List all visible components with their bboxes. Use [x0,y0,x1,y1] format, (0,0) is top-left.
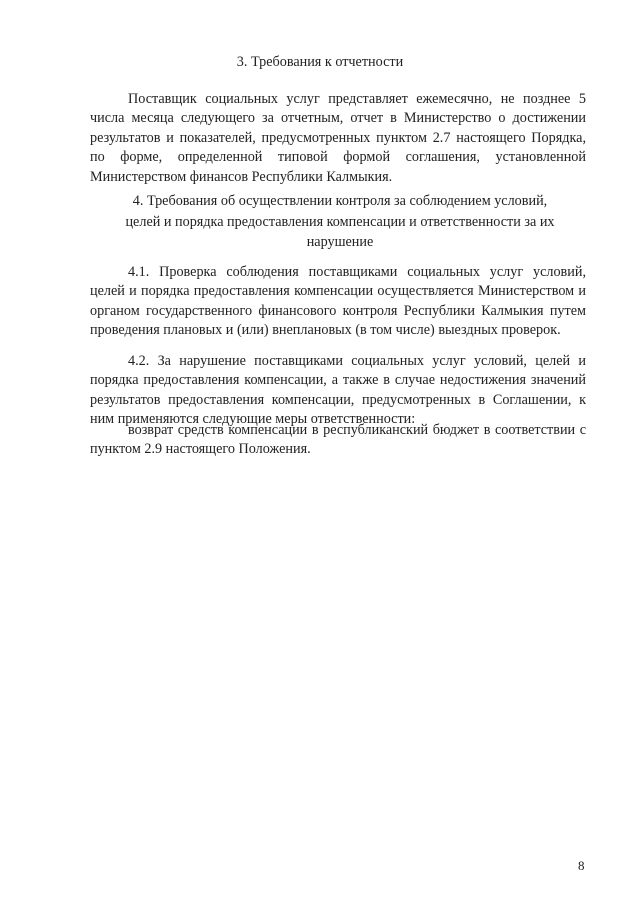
paragraph-4-2: 4.2. За нарушение поставщиками социальных услуг условий, целей и порядка предоставления компенсации, а также в случае недостижения значений результатов предоставления компенсации, предусмотренных в Соглашении, к ним применяются следующие меры ответственности: [90,353,586,428]
section-3-title [90,52,550,72]
section-4-title-line-3: нарушение [306,234,374,250]
paragraph-4-1: 4.1. Проверка соблюдения поставщиками социальных услуг условий, целей и порядка предоставления компенсации осуществляется Министерством и органом государственного финансового контроля Республики Калмыкия путем проведения плановых и (или) внеплановых (в том числе) выездных проверок. [90,264,586,339]
paragraph-return-funds: возврат средств компенсации в республиканский бюджет в соответствии с пунктом 2.9 настоящего Положения. [90,422,586,458]
section-3-title-text: 3. Требования к отчетности [236,54,404,70]
section-4-title-line-1: 4. Требования об осуществлении контроля за соблюдением условий, [132,193,548,209]
section-3-paragraph: Поставщик социальных услуг представляет ежемесячно, не позднее 5 числа месяца следующего за отчетным, отчет в Министерство о достижении результатов и показателей, предусмотренных пунктом 2.7 настоящего Порядка, по форме, определенной типовой формой соглашения, установленной Министерством финансов Республики Калмыкия. [90,91,586,185]
page-number: 8 [578,858,585,873]
section-4-title [100,191,580,253]
section-4-title-line-2: целей и порядка предоставления компенсации и ответственности за их [125,213,555,230]
